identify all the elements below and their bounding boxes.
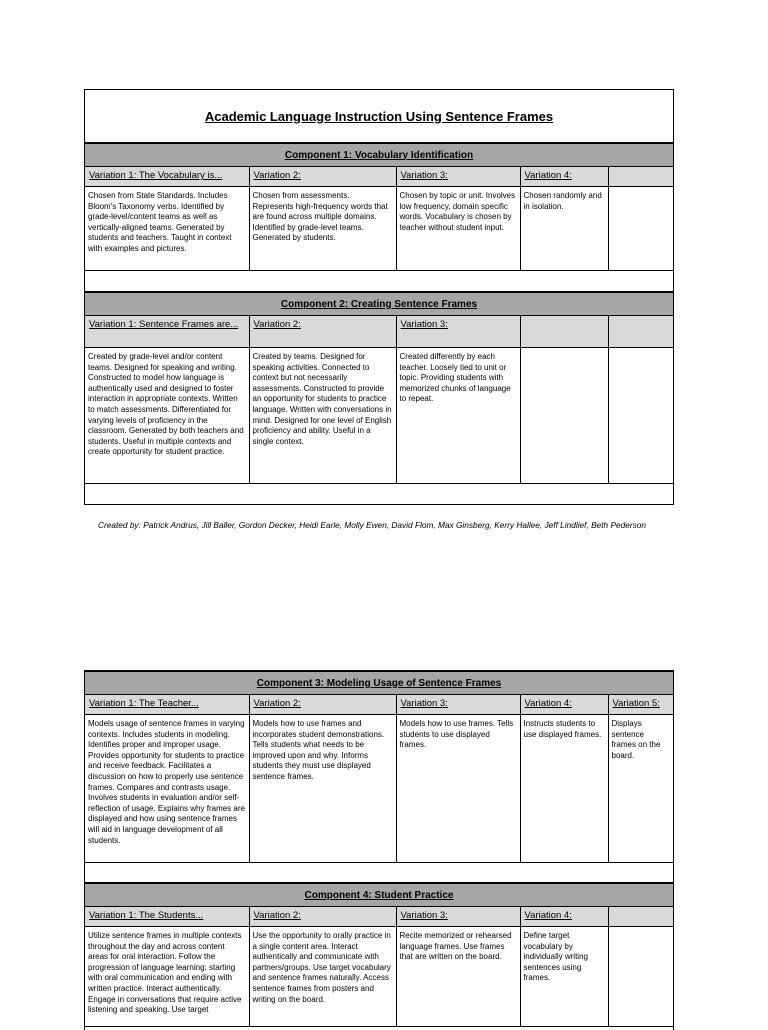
- variation-cell: Models usage of sentence frames in varying contexts. Includes students in modeling. Identifies proper and improper usage. Provides opportunity for students to practice and receive feedback. Facilitates a discussion on how to properly use sentence frames. Compares and contrasts usage. Involves students in evaluation and/or self-reflection of usage. Explains why frames are displayed and how using sentence frames will aid in language development of all students.: [85, 715, 249, 863]
- variation-cell: Recite memorized or rehearsed language frames. Use frames that are written on the board.: [396, 927, 520, 1027]
- credits-line: Created by: Patrick Andrus, Jill Baller, Gordon Decker, Heidi Earle, Molly Ewen, David Flom, Max Ginsberg, Kerry Hallee, Jeff Lindlief, Beth Pederson: [98, 520, 646, 530]
- variation-cell: Created by teams. Designed for speaking activities. Connected to context but not necessarily assessments. Constructed to provide an opportunity for students to practice language. Written with conversations in mind. Designed for one level of English proficiency and ability. Useful in a single context.: [249, 348, 396, 484]
- variation-header: Variation 1: The Teacher...: [85, 695, 249, 715]
- document-sheet-2: [84, 670, 674, 1030]
- variation-header: Variation 1: The Vocabulary is...: [85, 167, 249, 187]
- document-sheet-1: [84, 89, 674, 505]
- variation-header: Variation 1: Sentence Frames are...: [85, 316, 249, 348]
- variation-header: Variation 4:: [520, 907, 608, 927]
- variation-header: Variation 3:: [396, 167, 520, 187]
- component-4-heading: Component 4: Student Practice: [85, 884, 673, 907]
- variation-header: Variation 5:: [608, 695, 673, 715]
- variation-cell: [520, 348, 608, 484]
- variation-header: Variation 4:: [520, 167, 608, 187]
- variation-header: Variation 3:: [396, 316, 520, 348]
- variation-cell: Define target vocabulary by individually writing sentences using frames.: [520, 927, 608, 1027]
- variation-cell: Utilize sentence frames in multiple contexts throughout the day and across content areas for oral interaction. Follow the progression of language learning: starting with oral communication and ending with written practice. Interact authentically. Engage in conversations that require active listening and speaking. Use target: [85, 927, 249, 1027]
- variation-cell: Use the opportunity to orally practice in a single content area. Interact authentically and communicate with partners/groups. Use target vocabulary and sentence frames naturally. Access sentence frames from posters and writing on the board.: [249, 927, 396, 1027]
- variation-header: Variation 3:: [396, 695, 520, 715]
- spacer-row: [85, 863, 673, 883]
- variation-header: [608, 907, 673, 927]
- variation-cell: Instructs students to use displayed frames.: [520, 715, 608, 863]
- variation-cell: Chosen randomly and in isolation.: [520, 187, 608, 271]
- variation-cell: [608, 187, 673, 271]
- variation-cell: [608, 348, 673, 484]
- variation-cell: Created differently by each teacher. Loosely tied to unit or topic. Providing students with memorized chunks of language to repeat.: [396, 348, 520, 484]
- component-2-heading: Component 2: Creating Sentence Frames: [85, 293, 673, 316]
- variation-cell: Chosen from assessments. Represents high-frequency words that are found across multiple domains. Identified by grade-level teams. Generated by students.: [249, 187, 396, 271]
- document-title: Academic Language Instruction Using Sentence Frames: [85, 90, 673, 143]
- component-2-table: [85, 292, 673, 484]
- variation-header: Variation 2:: [249, 907, 396, 927]
- variation-cell: Displays sentence frames on the board.: [608, 715, 673, 863]
- variation-header: Variation 3:: [396, 907, 520, 927]
- component-1-table: [85, 143, 673, 292]
- spacer-row: [85, 271, 673, 292]
- variation-cell: [608, 927, 673, 1027]
- component-3-heading: Component 3: Modeling Usage of Sentence Frames: [85, 672, 673, 695]
- variation-cell: Models how to use frames and incorporates student demonstrations. Tells students what needs to be improved upon and why. Informs students they must use displayed sentence frames.: [249, 715, 396, 863]
- component-4-table: [85, 883, 673, 1027]
- variation-header: Variation 2:: [249, 316, 396, 348]
- variation-header: Variation 2:: [249, 167, 396, 187]
- variation-cell: Chosen from State Standards. Includes Bloom's Taxonomy verbs. Identified by grade-level/content teams as well as vertically-aligned teams. Generated by students and teachers. Taught in context with examples and pictures.: [85, 187, 249, 271]
- component-3-table: [85, 671, 673, 883]
- variation-cell: Created by grade-level and/or content teams. Designed for speaking and writing. Constructed to model how language is authentically used and designed to foster interaction in appropriate contexts. Written to match assessments. Differentiated for varying levels of proficiency in the classroom. Generated by both teachers and students. Useful in multiple contexts and create opportunity for student practice.: [85, 348, 249, 484]
- variation-header: Variation 1: The Students...: [85, 907, 249, 927]
- variation-header: Variation 2:: [249, 695, 396, 715]
- variation-header: [520, 316, 608, 348]
- variation-header: [608, 167, 673, 187]
- component-1-heading: Component 1: Vocabulary Identification: [85, 144, 673, 167]
- variation-header: Variation 4:: [520, 695, 608, 715]
- variation-cell: Models how to use frames. Tells students to use displayed frames.: [396, 715, 520, 863]
- variation-header: [608, 316, 673, 348]
- variation-cell: Chosen by topic or unit. Involves low frequency, domain specific words. Vocabulary is chosen by teacher without student input.: [396, 187, 520, 271]
